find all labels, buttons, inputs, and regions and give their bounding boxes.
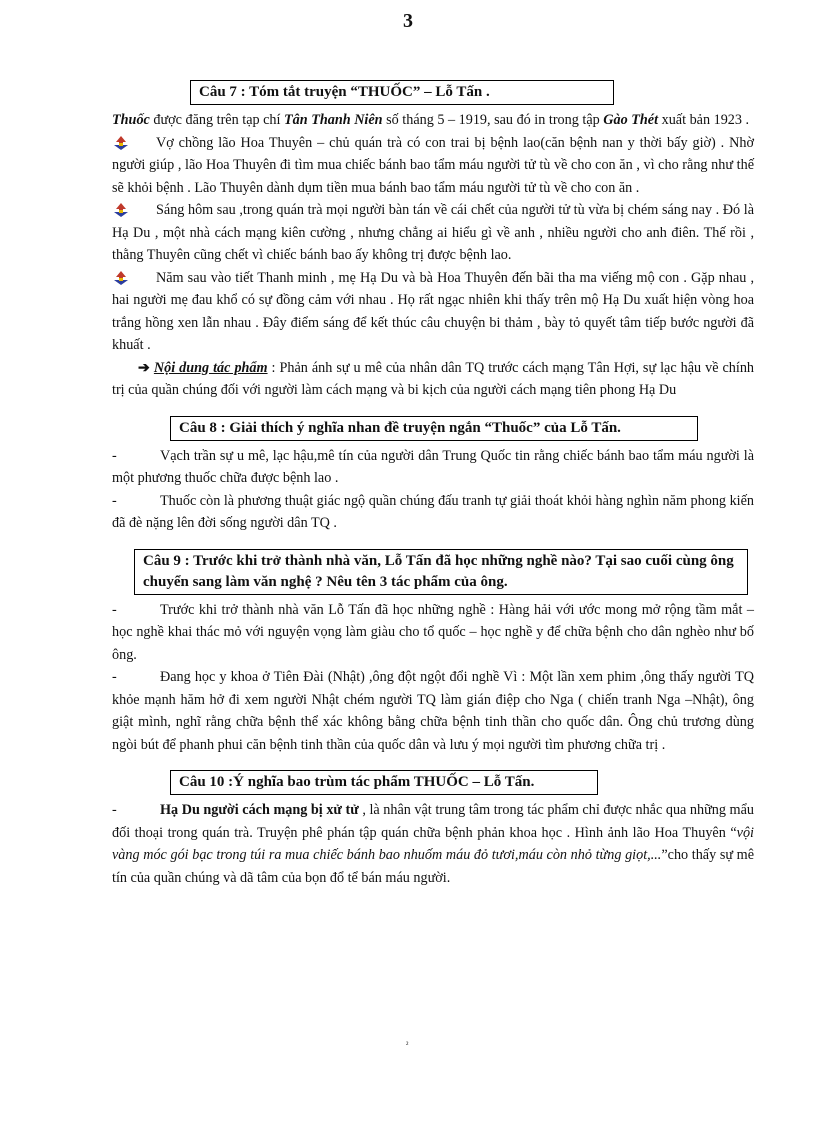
footer-mark: ²	[406, 1040, 409, 1049]
question-9-heading: Câu 9 : Trước khi trở thành nhà văn, Lỗ Tấn đã học những nghề nào? Tại sao cuối cùng ông chuyển sang làm văn nghệ ? Nêu tên 3 tác phẩm của ông.	[134, 549, 748, 595]
lead-bold: Hạ Du người cách mạng bị xử tử	[160, 802, 359, 818]
page-number: 3	[403, 10, 413, 32]
question-7-heading: Câu 7 : Tóm tắt truyện “THUỐC” – Lỗ Tấn .	[190, 80, 614, 105]
q7-paragraph-3: Năm sau vào tiết Thanh minh , mẹ Hạ Du và bà Hoa Thuyên đến bãi tha ma viếng mộ con . Gặp nhau , hai người mẹ đau khổ có sự đồng cảm với nhau . Họ rất ngạc nhiên khi thấy trên mộ Hạ Du xuất hiện vòng hoa trắng hồng xen lẫn nhau . Đây điểm sáng để kết thúc câu chuyện bi thảm , bày tỏ quyết tâm tiếp bước người đã khuất .	[112, 269, 754, 353]
q9-item-2: - Đang học y khoa ở Tiên Đài (Nhật) ,ông đột ngột đổi nghề Vì : Một lần xem phim ,ông thấy người TQ khỏe mạnh hăm hở đi xem người Nhật chém người TQ làm gián điệp cho Nga ( chiến tranh Nga –Nhật), ông giật mình, nghĩ rằng chữa bệnh thể xác không bằng chữa bệnh tinh thần cho quốc dân. Ông chủ trương dùng ngòi bút để phanh phui căn bệnh tinh thần của quốc dân và lưu ý mọi người tìm phương chữa trị .	[112, 669, 754, 753]
q9-item-1: - Trước khi trở thành nhà văn Lỗ Tấn đã học những nghề : Hàng hải với ước mong mở rộng tầm mắt – học nghề khai thác mỏ với nguyện vọng làm giàu cho tổ quốc – học nghề y để chữa bệnh cho dân nghèo như bố ông.	[112, 601, 754, 663]
question-10-heading: Câu 10 :Ý nghĩa bao trùm tác phẩm THUỐC – Lỗ Tấn.	[170, 770, 598, 795]
question-8-heading: Câu 8 : Giải thích ý nghĩa nhan đề truyện ngắn “Thuốc” của Lỗ Tấn.	[170, 416, 698, 441]
quote-text: vội vàng móc gói bạc trong túi ra mua chiếc bánh bao nhuốm máu đỏ tươi,máu còn nhỏ từng giọt,...	[112, 824, 754, 863]
arrow-bullet-icon	[114, 202, 128, 225]
right-arrow-icon: ➔	[138, 359, 150, 376]
arrow-bullet-icon	[114, 135, 128, 158]
arrow-bullet-icon	[114, 270, 128, 293]
q8-item-1: - Vạch trần sự u mê, lạc hậu,mê tín của người dân Trung Quốc tin rằng chiếc bánh bao tẩm máu người là một phương thuốc chữa được bệnh lao .	[112, 447, 754, 486]
magazine-name: Tân Thanh Niên	[284, 112, 383, 128]
work-title: Thuốc	[112, 112, 150, 128]
collection-name: Gào Thét	[603, 112, 659, 128]
q8-item-2: - Thuốc còn là phương thuật giác ngộ quần chúng đấu tranh tự giải thoát khỏi hàng nghìn năm phong kiến đã đè nặng lên đời sống người dân TQ .	[112, 492, 754, 531]
content-label: Nội dung tác phẩm	[153, 359, 268, 376]
q7-paragraph-2: Sáng hôm sau ,trong quán trà mọi người bàn tán về cái chết của người tử tù vừa bị chém sáng nay . Đó là Hạ Du , một nhà cách mạng kiên cường , nhưng chẳng ai hiểu gì về anh , nhiều người cho anh điên. Thế rồi , thằng Thuyên cũng chết vì chiếc bánh bao ấy không trị được bệnh lao.	[112, 202, 754, 263]
document-body	[112, 80, 754, 889]
q7-intro: Thuốc được đăng trên tạp chí Tân Thanh Niên số tháng 5 – 1919, sau đó in trong tập Gào Thét xuất bản 1923 .	[112, 112, 750, 128]
q7-paragraph-1: Vợ chồng lão Hoa Thuyên – chủ quán trà có con trai bị bệnh lao(căn bệnh nan y thời bấy giờ) . Nhờ người giúp , lão Hoa Thuyên đi tìm mua chiếc bánh bao tẩm máu người tử tù về cho con ăn , vì cho rằng như thế sẽ khỏi bệnh . Lão Thuyên dành dụm tiền mua bánh bao tẩm máu người tử tù về cho con ăn .	[112, 134, 754, 196]
q10-item-1: - Hạ Du người cách mạng bị xử tử , là nhân vật trung tâm trong tác phẩm chỉ được nhắc qua những mẩu đối thoại trong quán trà. Truyện phê phán tập quán chữa bệnh phản khoa học . Hình ảnh lão Hoa Thuyên “vội vàng móc gói bạc trong túi ra mua chiếc bánh bao nhuốm máu đỏ tươi,máu còn nhỏ từng giọt,...”cho thấy sự mê tín của quần chúng và dã tâm của bọn đổ tể bán máu người.	[112, 802, 754, 886]
q7-content-summary: ➔ Nội dung tác phẩm : Phản ánh sự u mê của nhân dân TQ trước cách mạng Tân Hợi, sự lạc hậu về chính trị của quần chúng đối với người làm cách mạng và bi kịch của người cách mạng tiên phong Hạ Du	[112, 359, 755, 398]
